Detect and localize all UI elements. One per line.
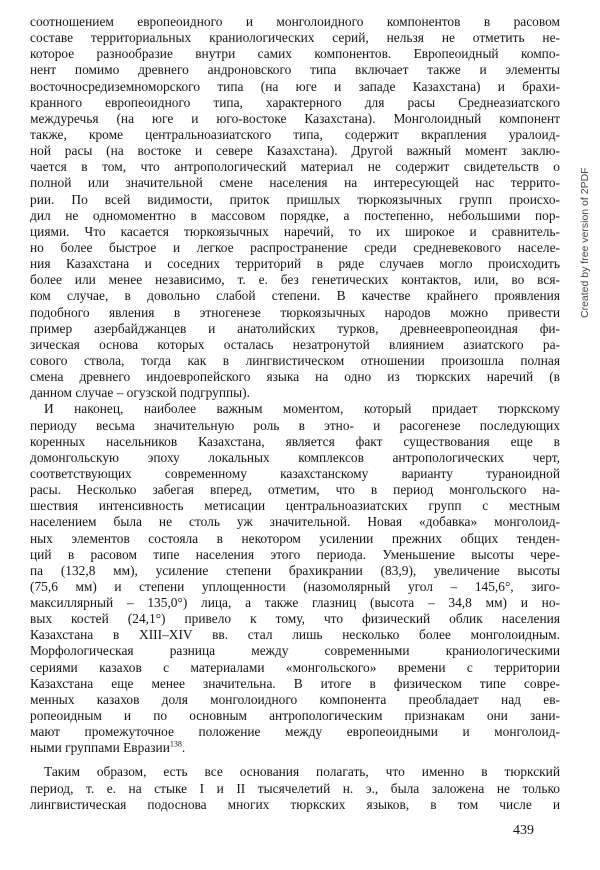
text-line: нент помимо древнего андроновского типа включает также и элементы [30, 62, 560, 78]
text-line: ния Казахстана и соседних территорий в ряде случаев могло происходить [30, 256, 560, 272]
text-line: циями. Что касается тюркоязычных наречий, то их широкое и сравнитель- [30, 223, 560, 239]
text-line: расы. Несколько забегая вперед, отметим, что в период монгольского на- [30, 482, 560, 498]
text-line: Казахстана еще менее значительна. В итоге в физическом типе совре- [30, 675, 560, 691]
text-line: кранного европеоидного типа, характерного для расы Среднеазиатского [30, 94, 560, 110]
text-line: соответствующих современному казахстанскому варианту тураноидной [30, 465, 560, 481]
text-line: соотношением европеоидного и монголоидного компонентов в расовом [30, 14, 560, 29]
text-line: зическая основа которых осталась незатронутой влиянием азиатского ра- [30, 336, 560, 352]
text-line: данном случае – огузской подгруппы). [30, 385, 250, 401]
text-line: Морфологическая разница между современными краниологическими [30, 643, 560, 659]
text-line: рии. По всей видимости, приток пришлых тюркоязычных групп происхо- [30, 191, 560, 207]
paragraph-3 [30, 764, 560, 812]
watermark: Created by free version of 2PDF [579, 167, 591, 318]
text-line: восточносредиземноморского типа (на юге и западе Казахстана) и брахи- [30, 78, 560, 94]
text-line: подобного явления в этногенезе тюркоязычных народов можно привести [30, 304, 560, 320]
text-line: коренных насельников Казахстана, является факт существования еще в [30, 433, 560, 449]
text-line: ных элементов состояла в некотором усилении прежних общих тенден- [30, 530, 560, 546]
text-line: менных казахов доля монголоидного компонента преобладает над ев- [30, 691, 560, 707]
text-line: шествия интенсивность метисации центральноазиатских групп с местным [30, 498, 560, 514]
footnote-reference[interactable]: 138 [169, 740, 182, 749]
sentence-end: . [181, 740, 186, 756]
text-line: населением была не столь уж значительной. Новая «добавка» монголоид- [30, 514, 560, 530]
text-line: сериями казахов с материалами «монгольского» времени с территории [30, 659, 560, 675]
text-line: период, т. е. на стыке I и II тысячелетий н. э., была заложена не только [30, 780, 560, 796]
text-line: лингвистическая подоснова многих тюркских языков, в том числе и [30, 796, 560, 812]
text-line: сового ствола, тогда как в лингвистическом отношении произошла полная [30, 352, 560, 368]
paragraph-1 [30, 14, 560, 401]
text-line: (75,6 мм) и степени уплощенности (назомолярный угол – 145,6°, зиго- [30, 578, 560, 594]
text-line: междуречья (на юге и юго-востоке Казахстана). Монголоидный компонент [30, 110, 560, 126]
text-line: ной расы (на востоке и севере Казахстана). Другой важный момент заклю- [30, 143, 560, 159]
text-line: вых костей (24,1°) привело к тому, что физический облик населения [30, 611, 560, 627]
paragraph-gap [30, 756, 560, 764]
text-line: периоду весьма значительную роль в этно- и расогенезе последующих [30, 417, 560, 433]
text-line: пример азербайджанцев и анатолийских турков, древнеевропеоидная фи- [30, 320, 560, 336]
text-line: дил не одномоментно в массовом порядке, а постепенно, небольшими пор- [30, 207, 560, 223]
text-line: более или менее независимо, т. е. без генетических контактов, или, во вся- [30, 272, 560, 288]
text-line: чается в том, что антропологический материал не содержит свидетельств о [30, 159, 560, 175]
text-line: которое разнообразие внутри самих компонентов. Европеоидный компо- [30, 46, 560, 62]
text-line: ком случае, в довольно слабой степени. В качестве крайнего проявления [30, 288, 560, 304]
paragraph-2 [30, 401, 560, 756]
text-line: полной или значительной смене населения на интересующей нас террито- [30, 175, 560, 191]
text-line: ций в расовом типе населения этого периода. Уменьшение высоты чере- [30, 546, 560, 562]
text-line: смена древнего индоевропейского языка на одно из тюркских наречий (в [30, 369, 560, 385]
text-line: па (132,8 мм), усиление степени брахикрании (83,9), увеличение высоты [30, 562, 560, 578]
text-line: И наконец, наиболее важным моментом, который придает тюркскому [44, 401, 560, 417]
text-line: ропеоидным и по основным антропологическим признакам они зани- [30, 708, 560, 724]
text-line: также, кроме центральноазиатского типа, содержит вкрапления уралоид- [30, 126, 560, 142]
text-line: Таким образом, есть все основания полагать, что именно в тюркский [44, 764, 560, 780]
text-line: максиллярный – 135,0°) лица, а также глазниц (высота – 34,8 мм) и но- [30, 595, 560, 611]
text-line: Казахстана в XIII–XIV вв. стал лишь несколько более монголоидным. [30, 627, 560, 643]
page-number: 439 [513, 823, 534, 838]
text-line: домонгольскую эпоху локальных комплексов антропологических черт, [30, 449, 560, 465]
text-line-content: ными группами Евразии [30, 740, 170, 756]
body-text [30, 14, 560, 813]
text-line: составе территориальных краниологических серий, нельзя не отметить не- [30, 30, 560, 46]
text-line: мают промежуточное положение между европеоидными и монголоид- [30, 724, 560, 740]
text-line [30, 740, 560, 756]
text-line: но более быстрое и легкое распространение среди средневекового населе- [30, 239, 560, 255]
